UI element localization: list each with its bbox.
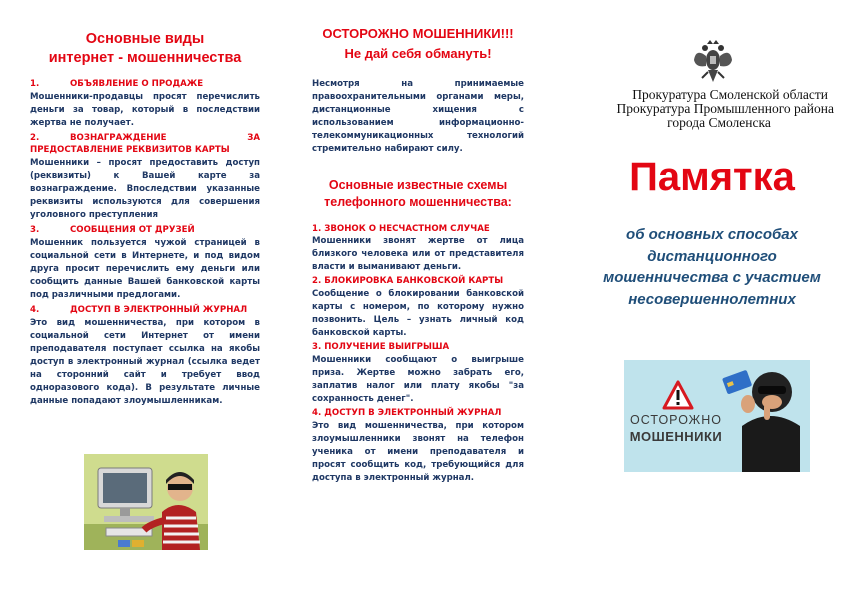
scheme-text: Сообщение о блокировании банковской карты с номером, по которому нужно позвонить. Цель – узнать личный код банковской карты. <box>312 288 524 339</box>
item-text: Это вид мошенничества, при котором в социальной сети Интернет от имени преподавателя поступает ссылка на якобы доступ в электронный журнал (ссылка ведет на сторонний сайт и требует ввод одноразового кода). В результате личные данные попадают злоумышленникам. <box>30 317 260 407</box>
middle-column <box>312 0 524 485</box>
item-heading: ОБЪЯВЛЕНИЕ О ПРОДАЖЕ <box>70 79 204 89</box>
scheme-3 <box>312 341 524 406</box>
scheme-2 <box>312 275 524 340</box>
left-item-1: 1. ОБЪЯВЛЕНИЕ О ПРОДАЖЕ Мошенники-продавцы просят перечислить деньги за товар, который в последствии жертва не получает. <box>30 78 260 130</box>
left-title: Основные виды интернет - мошенничества <box>48 31 242 66</box>
item-text: Мошенники-продавцы просят перечислить деньги за товар, который в последствии жертва не получает. <box>30 91 260 128</box>
scheme-text: Мошенники сообщают о выигрыше приза. Жертве можно забрать его, заплатив налог или плату якобы "за сохранность денег". <box>312 354 524 404</box>
scheme-text: Это вид мошенничества, при котором злоумышленники звонят на телефон ученика от имени преподавателя и просят сообщить код, требующийся для доступа в электронный журнал. <box>312 420 524 483</box>
schemes-title: Основные известные схемы телефонного мошенничества: <box>324 177 512 209</box>
masked-thief-icon <box>722 370 800 472</box>
warning-triangle-icon <box>664 382 692 408</box>
scheme-4 <box>312 407 524 485</box>
scheme-heading: 1. ЗВОНОК О НЕСЧАСТНОМ СЛУЧАЕ <box>312 223 490 234</box>
left-item-2: 2. ВОЗНАГРАЖДЕНИЕ ЗА ПРЕДОСТАВЛЕНИЕ РЕКВИЗИТОВ КАРТЫ Мошенники – просят предоставить доступ (реквизиты) к Вашей карте за вознаграждение. Впоследствии указанные реквизиты используются для совершения уголовного преступления <box>30 132 260 222</box>
item-heading: ДОСТУП В ЭЛЕКТРОННЫЙ ЖУРНАЛ <box>70 305 248 316</box>
org-line-2: Прокуратура Промышленного района <box>616 101 834 116</box>
hacker-icon <box>84 454 208 550</box>
scheme-heading: 2. БЛОКИРОВКА БАНКОВСКОЙ КАРТЫ <box>312 276 504 287</box>
item-heading: СООБЩЕНИЯ ОТ ДРУЗЕЙ <box>70 225 195 236</box>
scheme-1 <box>312 223 524 275</box>
org-line-3: города Смоленска <box>667 115 771 130</box>
page-title: Памятка <box>629 155 795 199</box>
scheme-heading: 3. ПОЛУЧЕНИЕ ВЫИГРЫША <box>312 342 450 353</box>
scheme-text: Мошенники звонят жертве от лица близкого человека или от представителя власти и выманивают деньги. <box>312 236 524 273</box>
org-line-1: Прокуратура Смоленской области <box>632 87 828 102</box>
left-column <box>30 0 260 408</box>
item-heading: ВОЗНАГРАЖДЕНИЕ <box>70 132 167 143</box>
banner-text: ОСТОРОЖНО МОШЕННИКИ <box>629 413 723 444</box>
left-item-3: 3. СООБЩЕНИЯ ОТ ДРУЗЕЙ Мошенник пользуется чужой страницей в социальной сети в Интернете, и под видом друга просит перечислить ему деньги или сообщить данные Вашей банковской карты под различными предлогами. <box>30 224 260 302</box>
warning-banner <box>624 360 810 472</box>
middle-intro: Несмотря на принимаемые правоохранительными органами меры, дистанционные хищения с использованием информационно-телекоммуникационных технологий стремительно набирают силу. <box>312 79 524 155</box>
item-text: Мошенники – просят предоставить доступ (реквизиты) к Вашей карте за вознаграждение. Впоследствии указанные реквизиты используются для совершения уголовного преступления <box>30 157 260 221</box>
right-column <box>584 0 840 310</box>
hacker-computer-illustration <box>84 454 208 550</box>
item-text: Мошенник пользуется чужой страницей в социальной сети в Интернете, и под видом друга просит перечислить ему деньги или сообщить данные Вашей банковской карты под различными предлогами. <box>30 237 260 301</box>
left-item-4: 4. ДОСТУП В ЭЛЕКТРОННЫЙ ЖУРНАЛ Это вид мошенничества, при котором в социальной сети Интернет от имени преподавателя поступает ссылка на якобы доступ в электронный журнал (ссылка ведет на сторонний сайт и требует ввод одноразового кода). В результате личные данные попадают злоумышленникам. <box>30 304 260 408</box>
scheme-heading: 4. ДОСТУП В ЭЛЕКТРОННЫЙ ЖУРНАЛ <box>312 408 502 419</box>
subtitle: об основных способах дистанционного мошенничества с участием несовершеннолетних <box>603 226 821 308</box>
middle-title: ОСТОРОЖНО МОШЕННИКИ!!! Не дай себя обмануть! <box>322 26 514 61</box>
organization-block <box>584 88 840 130</box>
